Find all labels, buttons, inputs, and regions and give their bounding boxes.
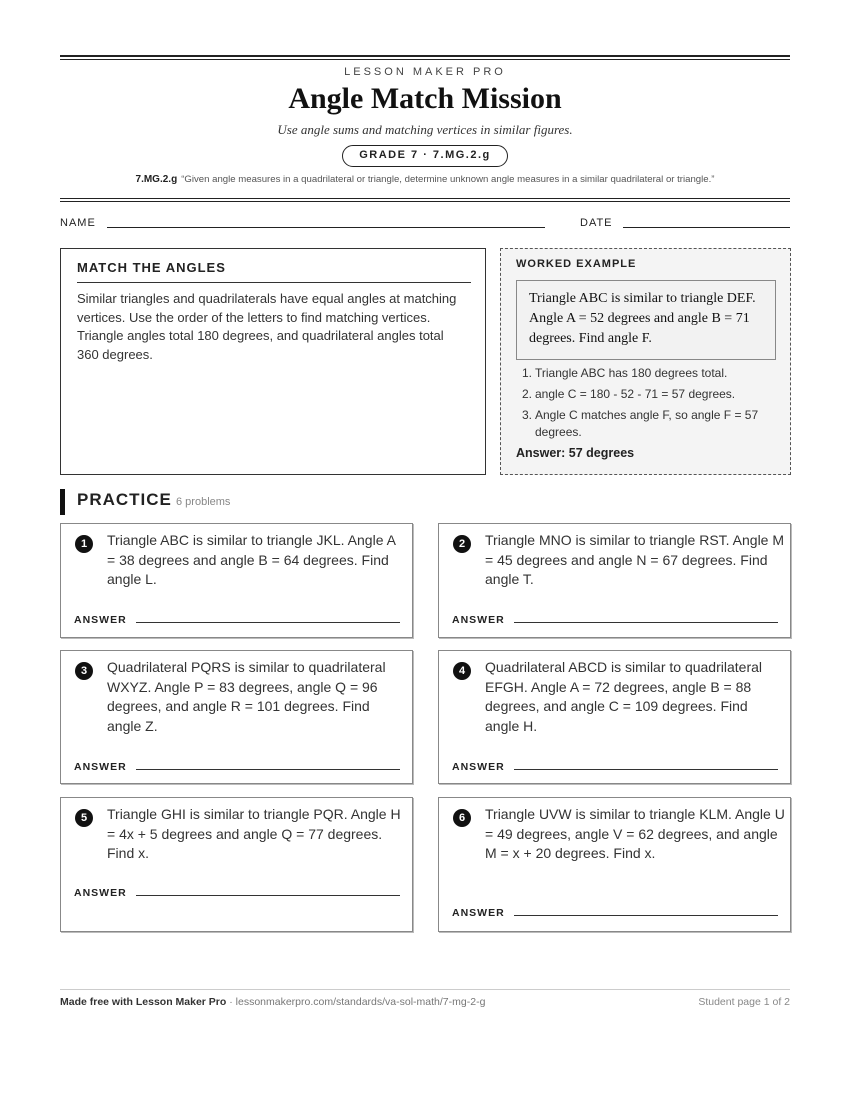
example-steps: [516, 365, 778, 445]
problem-number: 4: [453, 662, 471, 680]
practice-count: 6 problems: [176, 496, 231, 508]
answer-field[interactable]: [136, 769, 400, 770]
step-number: 2.: [522, 387, 533, 401]
answer-label: ANSWER: [452, 614, 505, 626]
example-step: [516, 365, 778, 382]
match-divider: [77, 282, 471, 283]
problem-text: Triangle UVW is similar to triangle KLM. Angle U = 49 degrees, angle V = 62 degrees, and angle M = x + 20 degrees. Find x.: [485, 806, 785, 861]
example-answer: Answer: 57 degrees: [516, 446, 635, 460]
match-body: Similar triangles and quadrilaterals have equal angles at matching vertices. Use the order of the letters to find matching vertices. Triangle angles total 180 degrees, and quadrilateral angles total 360 degrees.: [77, 291, 457, 362]
example-step: [516, 386, 778, 403]
answer-field[interactable]: [136, 622, 400, 623]
header-bottom-rule-thin: [60, 201, 790, 202]
problem-number: 1: [75, 535, 93, 553]
date-label: DATE: [580, 217, 613, 229]
problem-card-6: [438, 797, 791, 932]
answer-label: ANSWER: [74, 614, 127, 626]
answer-field[interactable]: [514, 769, 778, 770]
problem-text: Triangle ABC is similar to triangle JKL. Angle A = 38 degrees and angle B = 64 degrees. Find angle L.: [107, 532, 396, 587]
step-text: Triangle ABC has 180 degrees total.: [535, 366, 728, 380]
step-number: 3.: [522, 408, 533, 422]
header-top-rule: [60, 55, 790, 57]
example-step: [516, 407, 778, 441]
footer-page-number: Student page 1 of 2: [698, 996, 790, 1008]
problem-text: Quadrilateral PQRS is similar to quadrilateral WXYZ. Angle P = 83 degrees, angle Q = 96 degrees, and angle R = 101 degrees. Find angle Z.: [107, 659, 386, 734]
problem-number: 6: [453, 809, 471, 827]
practice-accent-bar: [60, 489, 65, 515]
answer-label: ANSWER: [452, 907, 505, 919]
answer-field[interactable]: [514, 915, 778, 916]
answer-label: ANSWER: [452, 761, 505, 773]
problem-card-3: [60, 650, 413, 784]
example-heading: WORKED EXAMPLE: [516, 258, 637, 270]
footer-rule: [60, 989, 790, 990]
problem-number: 2: [453, 535, 471, 553]
grade-badge: GRADE 7 · 7.MG.2.g: [342, 145, 508, 167]
worked-example-panel: [500, 248, 791, 475]
practice-heading: PRACTICE: [77, 490, 172, 509]
problem-text: Quadrilateral ABCD is similar to quadrilateral EFGH. Angle A = 72 degrees, angle B = 88 degrees, and angle C = 109 degrees. Find angle H.: [485, 659, 762, 734]
match-panel: [60, 248, 486, 475]
answer-label: ANSWER: [74, 887, 127, 899]
answer-label: ANSWER: [74, 761, 127, 773]
date-field[interactable]: [623, 227, 790, 228]
step-text: Angle C matches angle F, so angle F = 57 degrees.: [535, 408, 759, 439]
page-title: Angle Match Mission: [288, 82, 562, 115]
step-text: angle C = 180 - 52 - 71 = 57 degrees.: [535, 387, 736, 401]
problem-text: Triangle GHI is similar to triangle PQR. Angle H = 4x + 5 degrees and angle Q = 77 degrees. Find x.: [107, 806, 401, 861]
footer-brand: Made free with Lesson Maker Pro: [60, 996, 227, 1008]
name-label: NAME: [60, 217, 96, 229]
brand-name: LESSON MAKER PRO: [344, 66, 506, 78]
standard-line: [0, 174, 850, 185]
footer-credit: [60, 996, 485, 1008]
example-question: Triangle ABC is similar to triangle DEF. Angle A = 52 degrees and angle B = 71 degrees. Find angle F.: [516, 280, 776, 360]
name-field[interactable]: [107, 227, 545, 228]
standard-code: 7.MG.2.g: [135, 174, 178, 185]
step-number: 1.: [522, 366, 533, 380]
standard-text: “Given angle measures in a quadrilateral or triangle, determine unknown angle measures in a similar quadrilateral or triangle.”: [181, 174, 715, 185]
problem-number: 3: [75, 662, 93, 680]
header-bottom-rule: [60, 198, 790, 199]
problem-card-2: [438, 523, 791, 638]
problem-number: 5: [75, 809, 93, 827]
answer-field[interactable]: [136, 895, 400, 896]
problem-card-4: [438, 650, 791, 784]
match-heading: MATCH THE ANGLES: [77, 260, 226, 275]
page-subtitle: Use angle sums and matching vertices in similar figures.: [277, 122, 573, 137]
problem-card-1: [60, 523, 413, 638]
footer-url: · lessonmakerpro.com/standards/va-sol-math/7-mg-2-g: [226, 996, 486, 1008]
answer-field[interactable]: [514, 622, 778, 623]
problem-card-5: [60, 797, 413, 932]
problem-text: Triangle MNO is similar to triangle RST. Angle M = 45 degrees and angle N = 67 degrees. Find angle T.: [485, 532, 785, 587]
header-top-rule-thin: [60, 59, 790, 60]
